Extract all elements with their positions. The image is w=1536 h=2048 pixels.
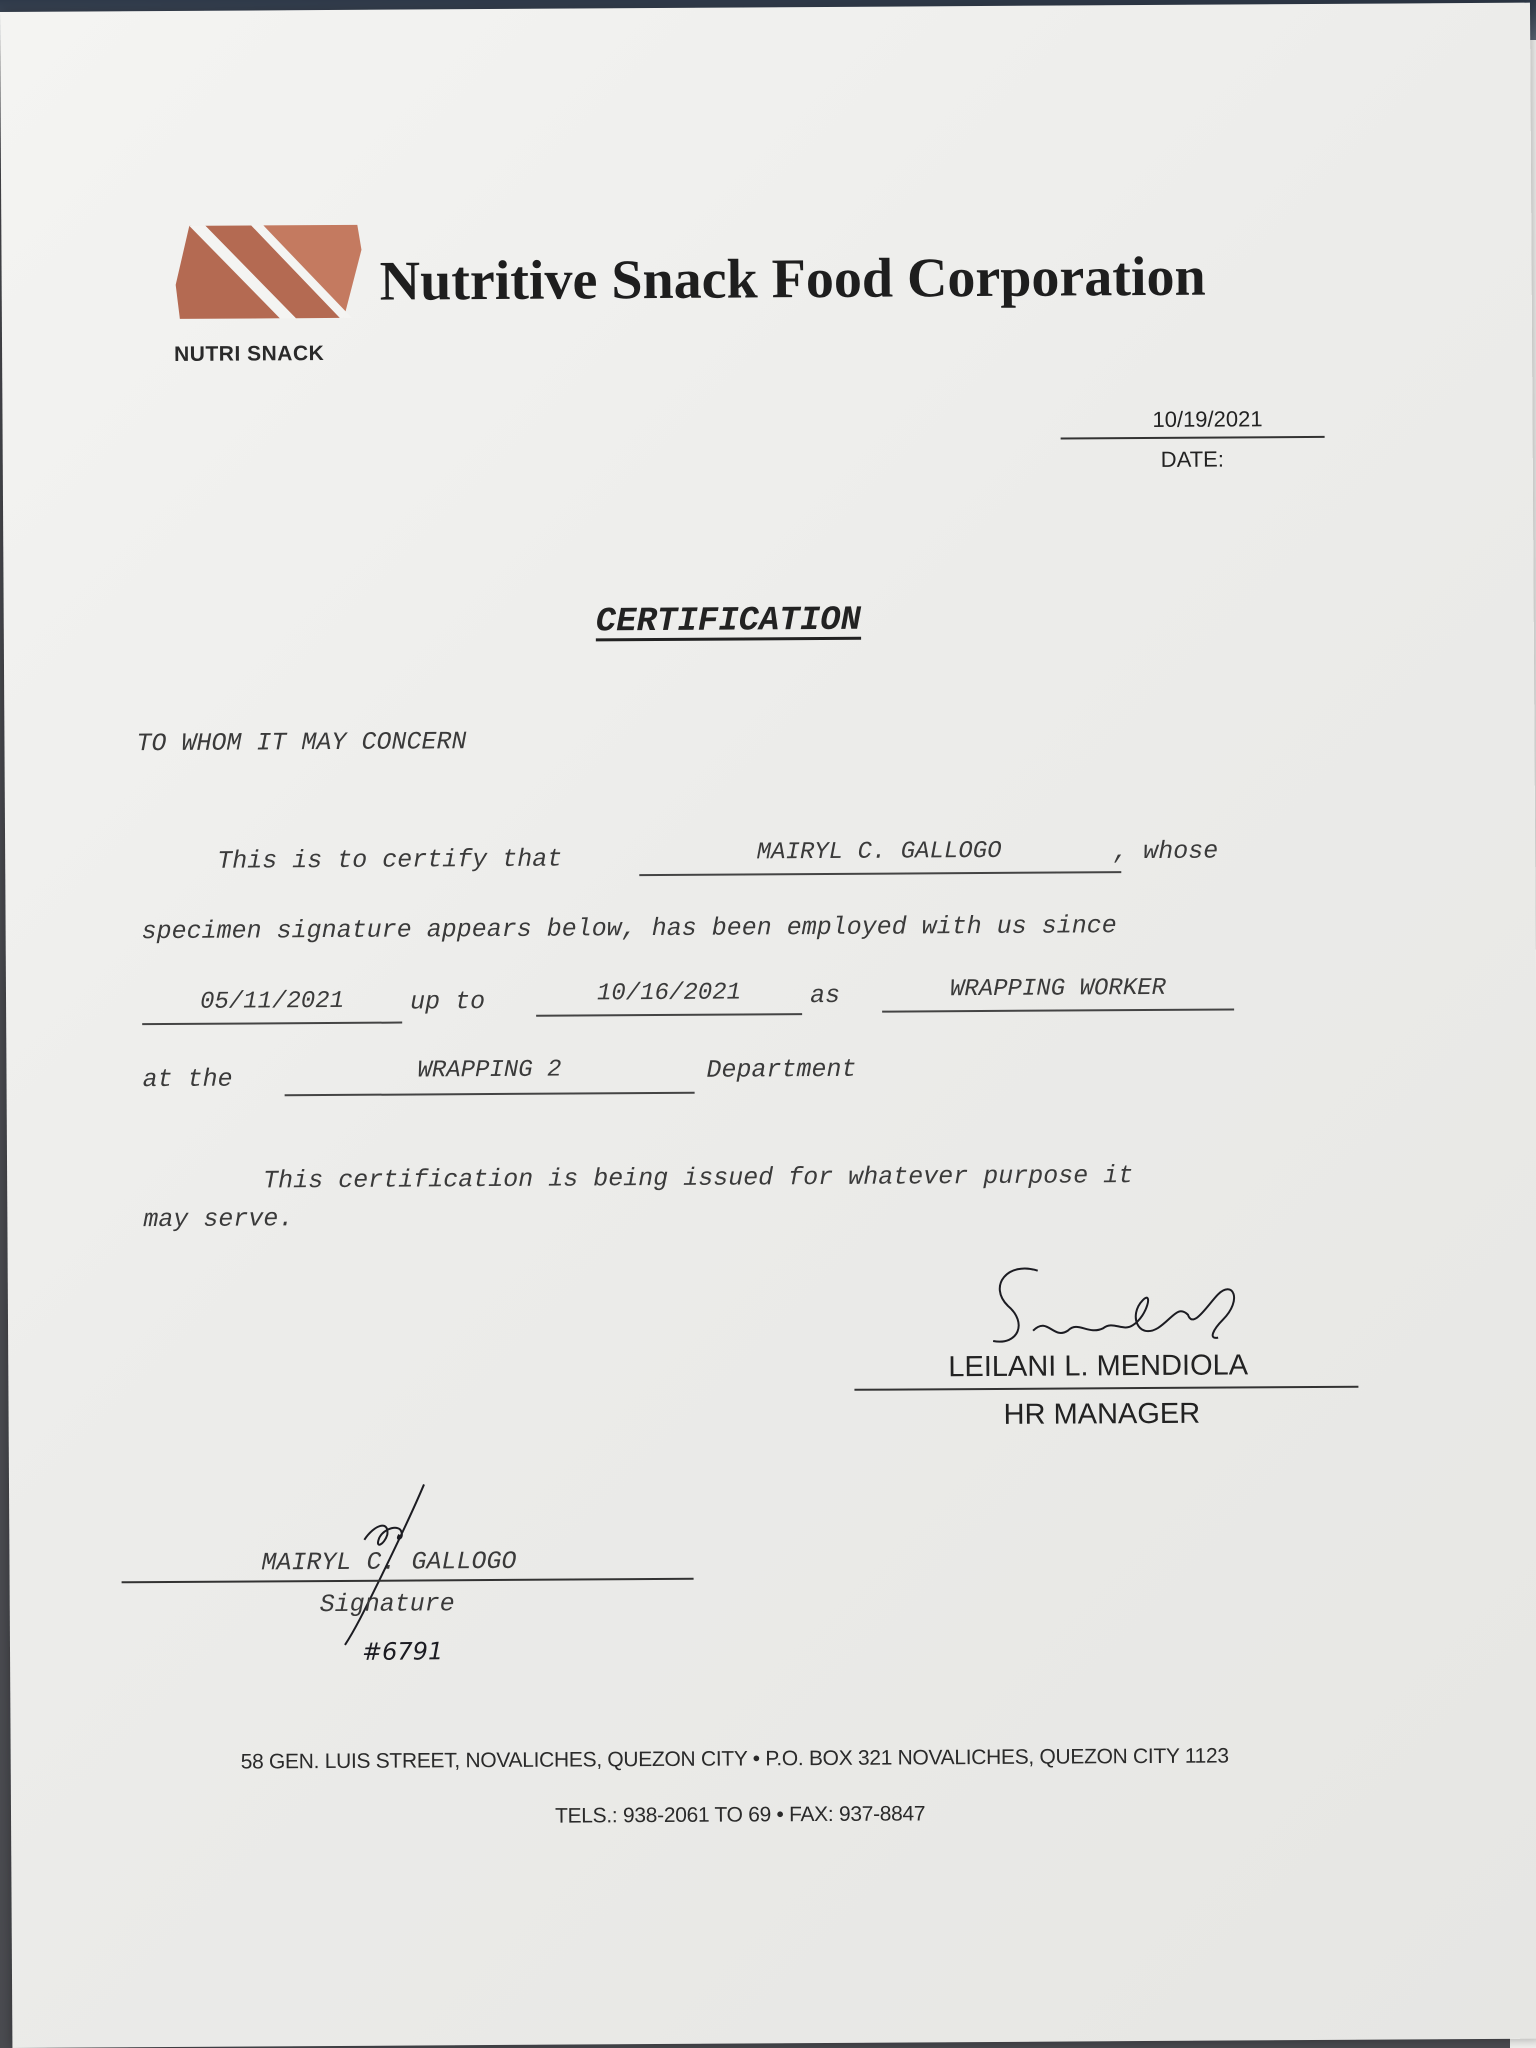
hr-manager-signature-icon <box>978 1259 1269 1361</box>
department-label: Department <box>706 1054 857 1085</box>
at-the-text: at the <box>142 1064 233 1095</box>
hr-manager-name: LEILANI L. MENDIOLA <box>948 1349 1249 1384</box>
footer-address: 58 GEN. LUIS STREET, NOVALICHES, QUEZON CITY • P.O. BOX 321 NOVALICHES, QUEZON CITY 1123 <box>240 1744 1229 1774</box>
employee-name-printed: MAIRYL C. GALLOGO <box>261 1546 517 1578</box>
as-text: as <box>809 980 841 1011</box>
footer-contact: TELS.: 938-2061 TO 69 • FAX: 937-8847 <box>554 1802 926 1828</box>
handwritten-id-number: #6791 <box>361 1637 444 1666</box>
date-underline <box>1061 436 1325 440</box>
start-date-underline <box>142 1022 402 1026</box>
purpose-text-continued: may serve. <box>143 1204 294 1235</box>
salutation: TO WHOM IT MAY CONCERN <box>136 727 467 759</box>
logo-label: NUTRI SNACK <box>174 342 325 366</box>
nutri-snack-logo-icon <box>171 220 372 336</box>
hr-signature-line <box>854 1386 1358 1391</box>
department-field: WRAPPING 2 <box>417 1056 562 1085</box>
purpose-text: This certification is being issued for whatever purpose it <box>263 1161 1134 1196</box>
whose-text: , whose <box>1113 836 1219 867</box>
position-field: WRAPPING WORKER <box>949 974 1167 1004</box>
end-date-underline <box>536 1013 802 1017</box>
employee-signature-icon <box>329 1479 440 1650</box>
signature-label: Signature <box>319 1589 455 1620</box>
certificate-title: CERTIFICATION <box>595 601 862 642</box>
employee-name-field: MAIRYL C. GALLOGO <box>756 837 1002 867</box>
employment-text: specimen signature appears below, has been employed with us since <box>141 911 1117 947</box>
position-underline <box>882 1008 1234 1012</box>
intro-text: This is to certify that <box>217 844 563 876</box>
hr-manager-title: HR MANAGER <box>1003 1397 1201 1431</box>
employee-name-underline <box>639 871 1121 876</box>
certificate-page <box>0 3 1536 2048</box>
up-to-text: up to <box>409 987 486 1017</box>
start-date-field: 05/11/2021 <box>199 987 345 1016</box>
department-underline <box>285 1092 695 1097</box>
end-date-field: 10/16/2021 <box>596 979 742 1008</box>
date-label: DATE: <box>1160 446 1224 472</box>
date-value: 10/19/2021 <box>1152 406 1263 432</box>
company-name: Nutritive Snack Food Corporation <box>379 245 1206 313</box>
